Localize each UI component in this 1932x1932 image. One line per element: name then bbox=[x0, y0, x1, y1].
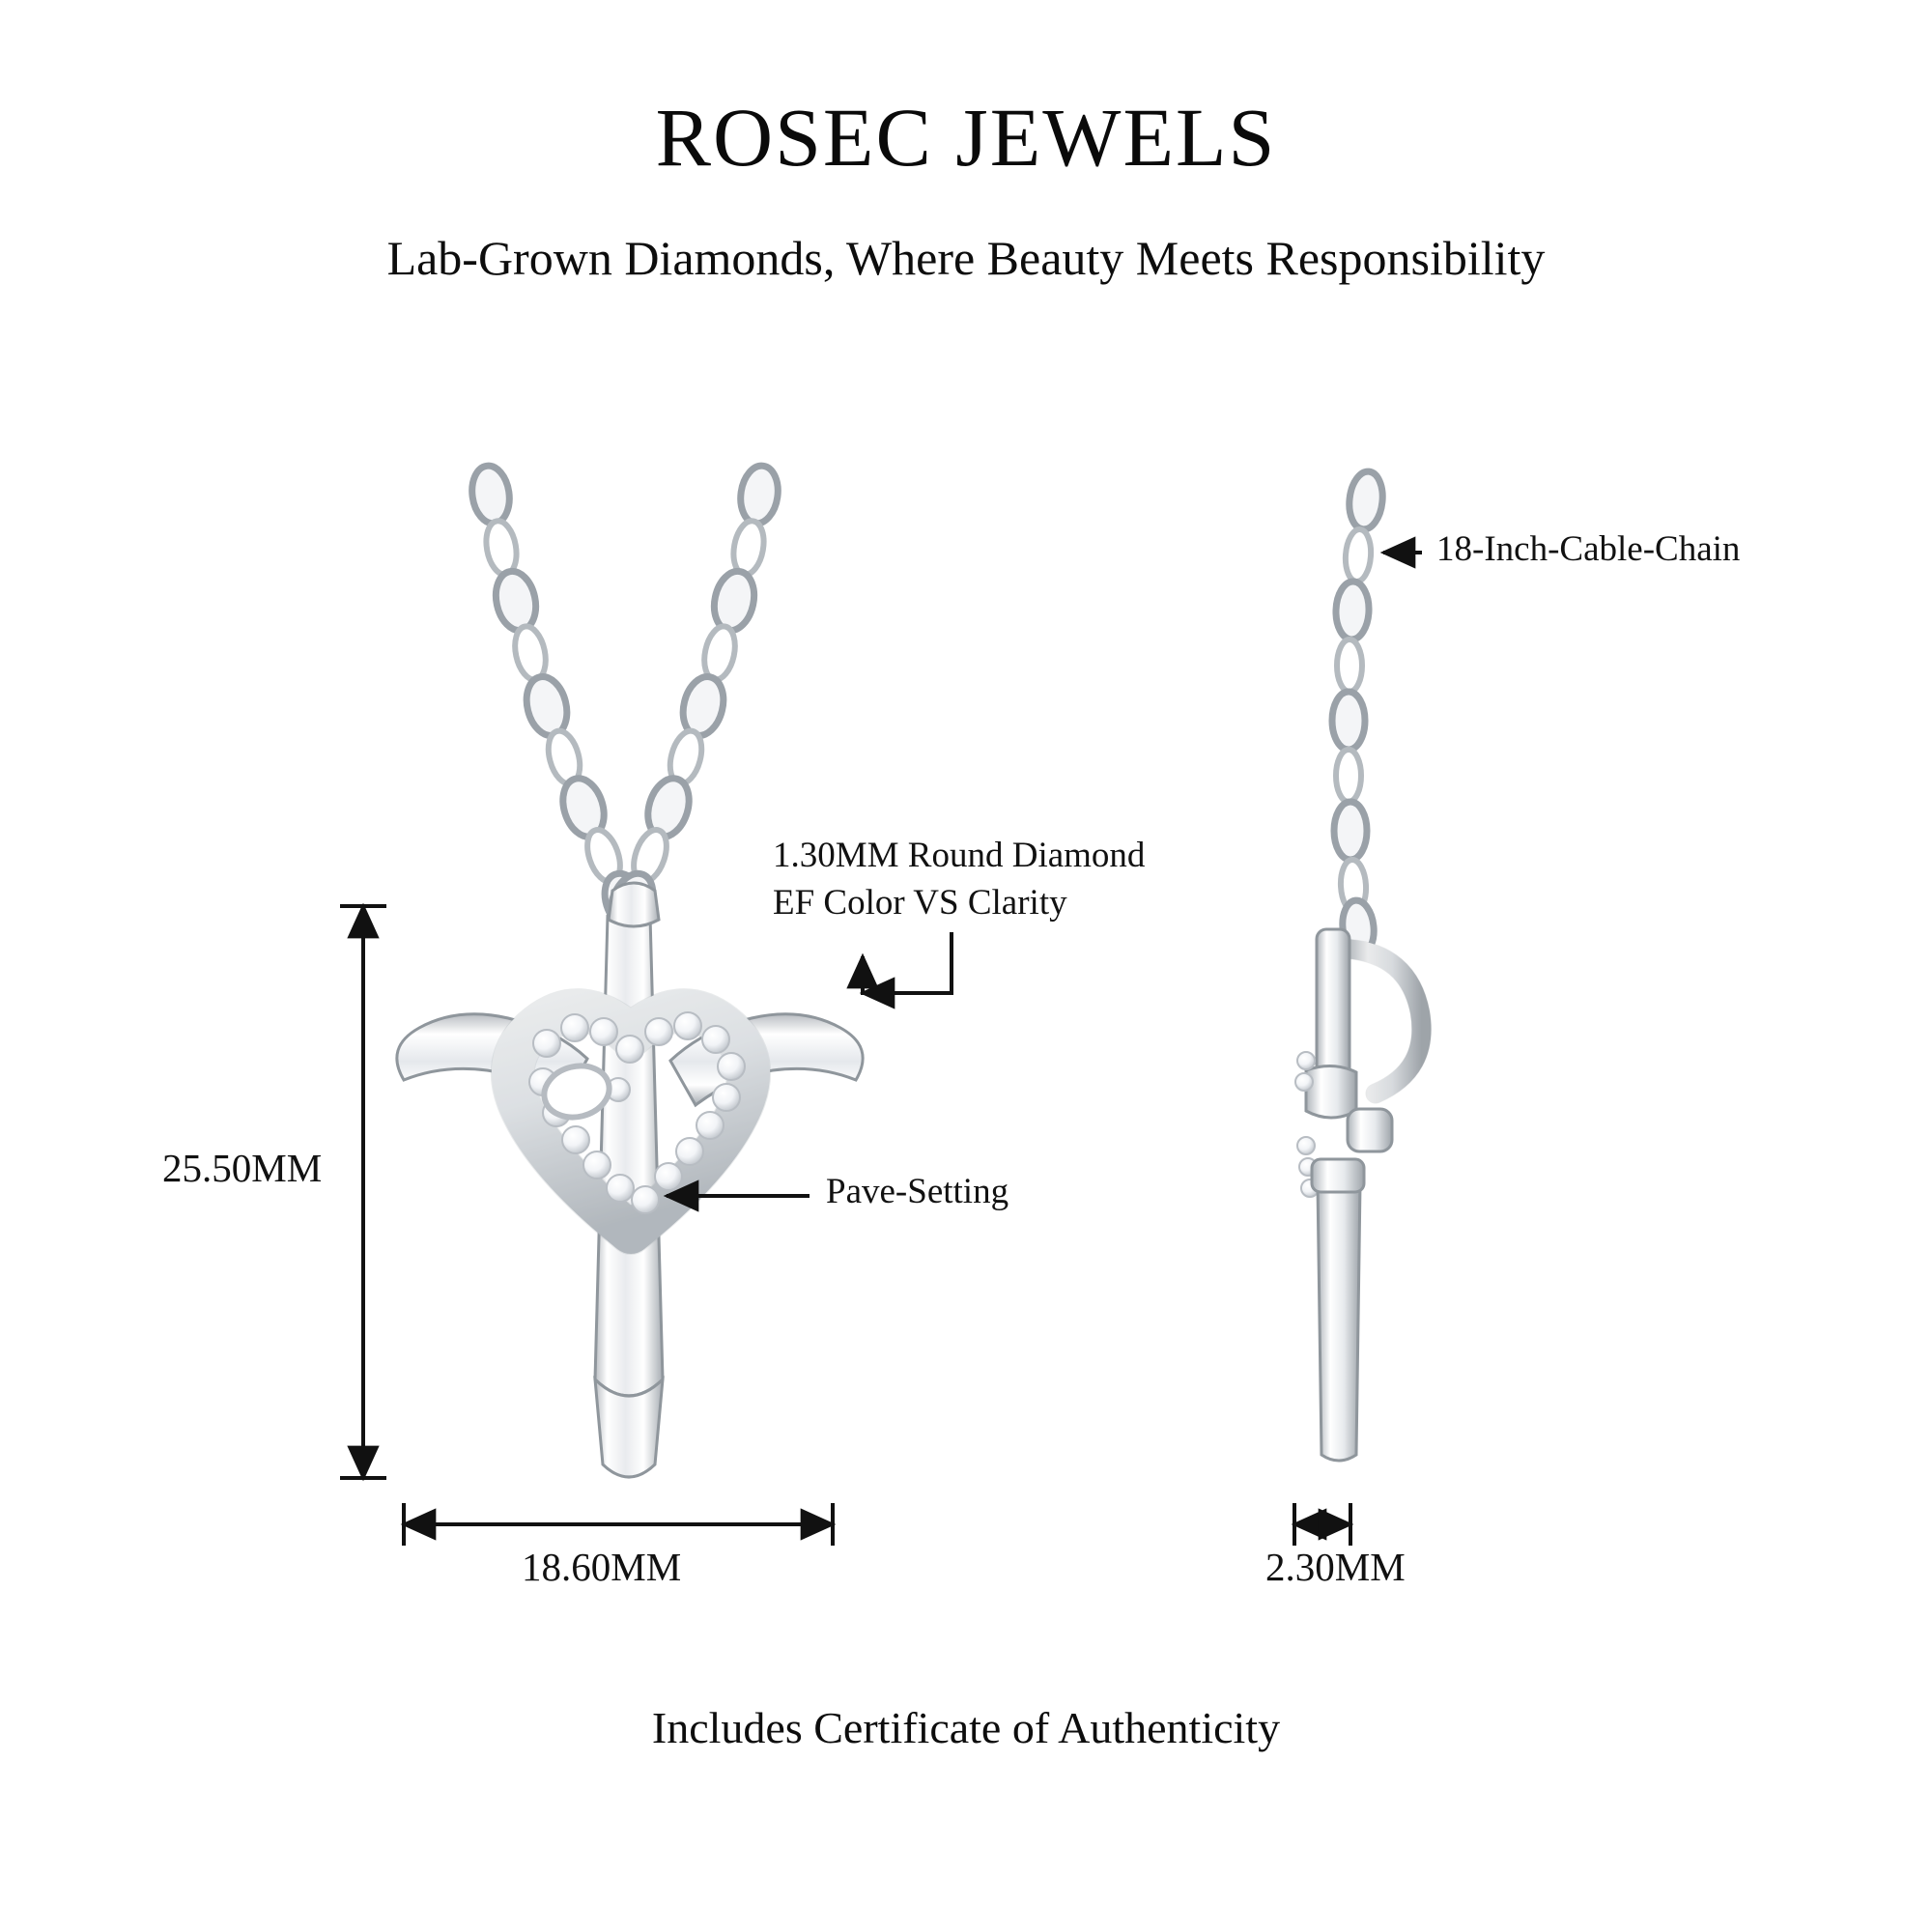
width-dimension-label: 18.60MM bbox=[522, 1545, 682, 1589]
page-title: ROSEC JEWELS bbox=[655, 91, 1277, 184]
chain-annotation: 18-Inch-Cable-Chain bbox=[1436, 529, 1741, 569]
diamond-annotation-line1: 1.30MM Round Diamond bbox=[773, 836, 1146, 875]
width-dimension-line bbox=[404, 1503, 833, 1546]
certificate-note: Includes Certificate of Authenticity bbox=[651, 1703, 1281, 1752]
height-dimension-line bbox=[340, 906, 386, 1478]
diamond-annotation bbox=[773, 833, 1145, 927]
diamond-annotation-line2: EF Color VS Clarity bbox=[773, 882, 1067, 923]
depth-dimension-line bbox=[1294, 1503, 1350, 1546]
depth-dimension-label: 2.30MM bbox=[1265, 1545, 1406, 1589]
page-subtitle: Lab-Grown Diamonds, Where Beauty Meets Responsibility bbox=[386, 231, 1546, 285]
height-dimension-label: 25.50MM bbox=[162, 1146, 323, 1190]
diamond-leader-line bbox=[863, 932, 952, 993]
pave-annotation: Pave-Setting bbox=[826, 1172, 1009, 1211]
